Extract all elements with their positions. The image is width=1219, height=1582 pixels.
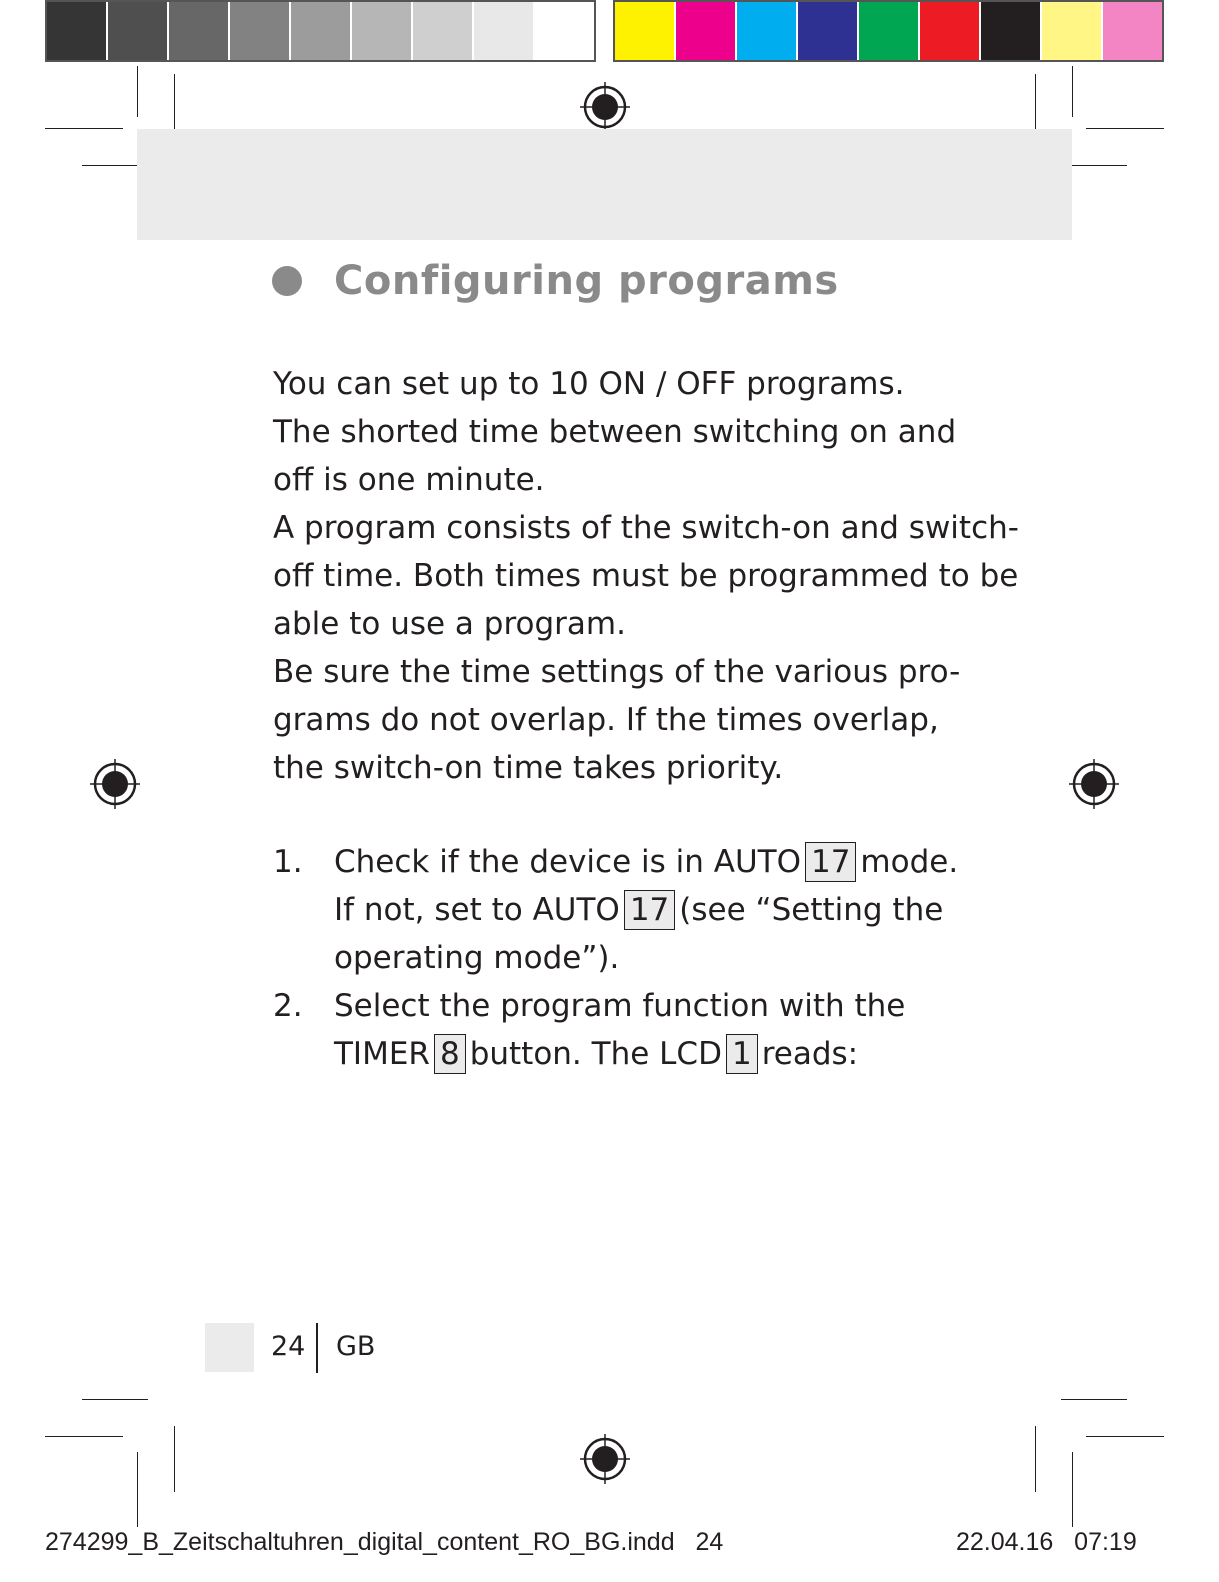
step-number: 2. — [273, 988, 303, 1024]
crop-mark — [1061, 1399, 1127, 1400]
color-swatch — [981, 2, 1042, 60]
gray-swatch — [291, 2, 352, 60]
step-text: button. The LCD — [469, 1036, 722, 1072]
footer-box — [205, 1323, 254, 1372]
step-number: 1. — [273, 844, 303, 880]
body-line: off is one minute. — [273, 462, 545, 498]
page-number: 24 — [271, 1331, 306, 1362]
bullet-icon — [272, 266, 302, 296]
crop-mark — [1072, 66, 1073, 117]
crop-mark — [45, 1436, 123, 1437]
registration-mark-icon — [580, 1434, 630, 1484]
step-text: Check if the device is in AUTO — [334, 844, 801, 880]
step-text: (see “Setting the — [679, 892, 944, 928]
registration-mark-icon — [580, 82, 630, 132]
color-swatch — [920, 2, 981, 60]
section-heading — [272, 258, 839, 304]
gray-swatch — [169, 2, 230, 60]
slug-date — [956, 1528, 1137, 1557]
body-text — [273, 360, 1019, 792]
gray-swatch — [230, 2, 291, 60]
slug-filename: 274299_B_Zeitschaltuhren_digital_content_RO_BG.indd — [45, 1528, 675, 1556]
step-text: If not, set to AUTO — [334, 892, 620, 928]
color-swatch — [1103, 2, 1162, 60]
body-line: You can set up to 10 ON / OFF programs. — [273, 366, 905, 402]
crop-mark — [45, 128, 123, 129]
reference-number: 17 — [805, 842, 856, 882]
crop-mark — [1035, 1426, 1036, 1492]
body-line: off time. Both times must be programmed to be — [273, 558, 1019, 594]
color-calibration-bar — [613, 0, 1164, 62]
gray-calibration-bar — [45, 0, 596, 62]
body-line: A program consists of the switch-on and switch- — [273, 510, 1019, 546]
color-swatch — [798, 2, 859, 60]
crop-mark — [137, 66, 138, 117]
color-swatch — [615, 2, 676, 60]
color-swatch — [676, 2, 737, 60]
reference-number: 17 — [624, 890, 675, 930]
slug-file — [45, 1528, 723, 1557]
crop-mark — [1072, 1452, 1073, 1527]
crop-mark — [1086, 1436, 1164, 1437]
slug-page: 24 — [695, 1528, 724, 1556]
reference-number: 8 — [434, 1034, 466, 1074]
step-text: Select the program function with the — [334, 988, 906, 1024]
crop-mark — [174, 1426, 175, 1492]
body-line: Be sure the time settings of the various pro- — [273, 654, 961, 690]
color-swatch — [737, 2, 798, 60]
crop-mark — [137, 1452, 138, 1527]
body-line: able to use a program. — [273, 606, 626, 642]
step-text: mode. — [860, 844, 959, 880]
registration-mark-icon — [90, 759, 140, 809]
step-text: reads: — [761, 1036, 859, 1072]
header-band — [137, 129, 1072, 240]
body-line: The shorted time between switching on and — [273, 414, 957, 450]
gray-swatch — [413, 2, 474, 60]
step-text: operating mode”). — [334, 940, 620, 976]
gray-swatch — [535, 2, 594, 60]
gray-swatch — [108, 2, 169, 60]
crop-mark — [1086, 128, 1164, 129]
gray-swatch — [474, 2, 535, 60]
gray-swatch — [352, 2, 413, 60]
footer-divider — [316, 1323, 318, 1373]
color-swatch — [1042, 2, 1103, 60]
list-item — [273, 838, 973, 982]
heading-text: Configuring programs — [334, 258, 839, 304]
gray-swatch — [47, 2, 108, 60]
slug-date-value: 22.04.16 — [956, 1528, 1054, 1556]
slug-time: 07:19 — [1074, 1528, 1137, 1556]
list-item — [273, 982, 973, 1078]
body-line: grams do not overlap. If the times overlap, — [273, 702, 939, 738]
crop-mark — [82, 1399, 148, 1400]
steps-list — [273, 838, 973, 1078]
registration-mark-icon — [1069, 759, 1119, 809]
step-text: TIMER — [334, 1036, 430, 1072]
language-code: GB — [336, 1331, 376, 1362]
body-line: the switch-on time takes priority. — [273, 750, 784, 786]
color-swatch — [859, 2, 920, 60]
reference-number: 1 — [726, 1034, 758, 1074]
